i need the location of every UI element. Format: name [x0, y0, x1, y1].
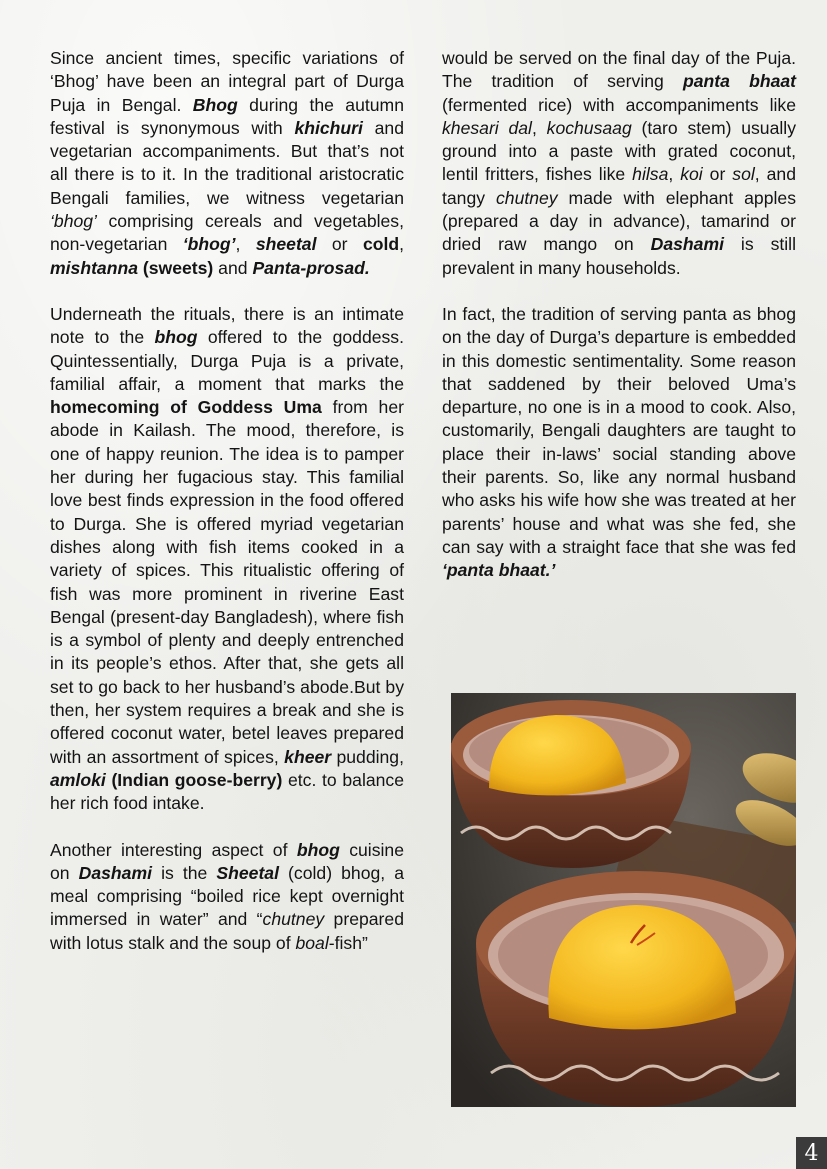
sweets-illustration	[451, 693, 796, 1107]
left-column	[50, 47, 404, 978]
page-number: 4	[796, 1137, 827, 1169]
paragraph-rituals: Underneath the rituals, there is an intimate note to the bhog offered to the goddess. Quintessentially, Durga Puja is a private, familial affair, a moment that marks the homecoming of Goddess Uma from her abode in Kailash. The mood, therefore, is one of happy reunion. The idea is to pamper her during her fugacious stay. This familial love best finds expression in the food offered to Durga. She is offered myriad vegetarian dishes along with fish items cooked in a variety of spices. This ritualistic offering of fish was more prominent in riverine East Bengal (present-day Bangladesh), where fish is a symbol of plenty and deeply entrenched in its people’s ethos. After that, she gets all set to go back to her husband’s abode.But by then, her system requires a break and she is offered coconut water, betel leaves prepared with an assortment of spices, kheer pudding, amloki (Indian goose-berry) etc. to balance her rich food intake.	[50, 303, 404, 814]
paragraph-bhog-intro: Since ancient times, specific variations of ‘Bhog’ have been an integral part of Durga Puja in Bengal. Bhog during the autumn festival is synonymous with khichuri and vegetarian accompaniments. But that’s not all there is to it. In the traditional aristocratic Bengali families, we witness vegetarian ‘bhog’ comprising cereals and vegetables, non-vegetarian ‘bhog’, sheetal or cold, mishtanna (sweets) and Panta-prosad.	[50, 48, 404, 278]
right-column	[442, 47, 796, 606]
paragraph-panta-bhaat: would be served on the final day of the Puja. The tradition of serving panta bhaat (fermented rice) with accompaniments like khesari dal, kochusaag (taro stem) usually ground into a paste with grated coconut, lentil fritters, fishes like hilsa, koi or sol, and tangy chutney made with elephant apples (prepared a day in advance), tamarind or dried raw mango on Dashami is still prevalent in many households.	[442, 48, 797, 278]
paragraph-dashami: Another interesting aspect of bhog cuisine on Dashami is the Sheetal (cold) bhog, a meal comprising “boiled rice kept overnight immersed in water” and “chutney prepared with lotus stalk and the soup of boal-fish”	[50, 839, 405, 953]
sweets-photo	[451, 693, 796, 1107]
paragraph-departure: In fact, the tradition of serving panta as bhog on the day of Durga’s departure is embedded in this domestic sentimentality. Some reason that saddened by their beloved Uma’s departure, no one is in a mood to cook. Also, customarily, Bengali daughters are taught to place their in-laws’ social standing above their parents. So, like any normal husband who asks his wife how she was treated at her parents’ house and what was she fed, she can say with a straight face that she was fed ‘panta bhaat.’	[442, 303, 796, 581]
bottom-bowl	[476, 871, 796, 1107]
